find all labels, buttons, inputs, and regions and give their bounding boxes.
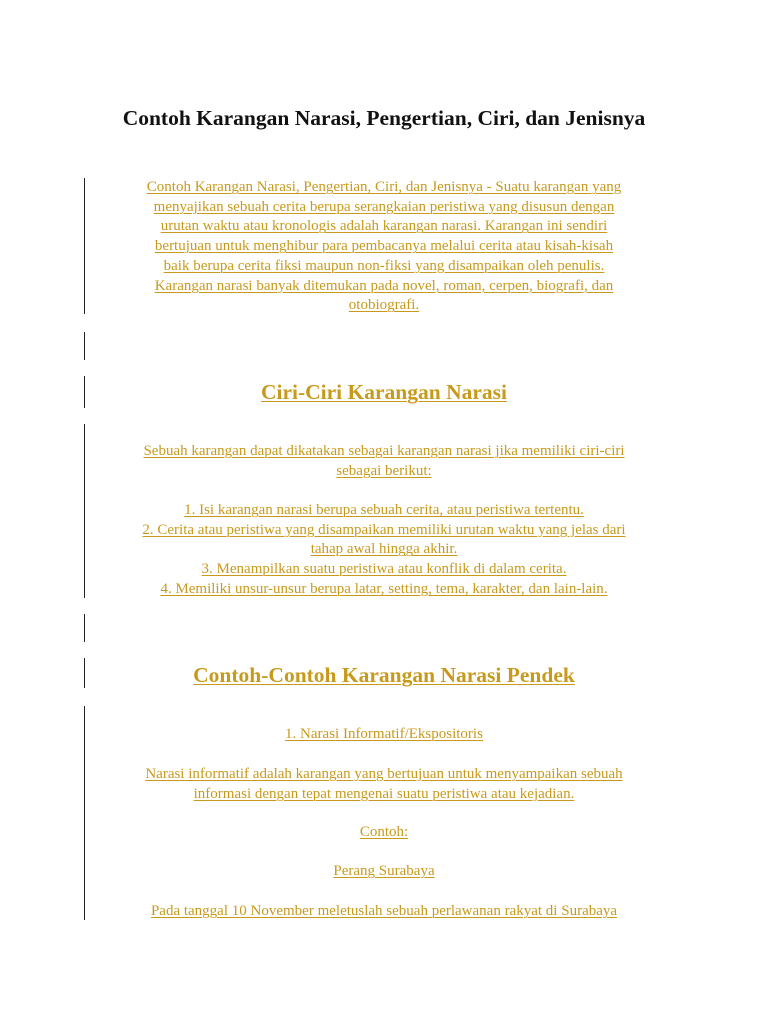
- story-line: Pada tanggal 10 November meletuslah sebuah perlawanan rakyat di Surabaya: [150, 903, 618, 919]
- contoh-label[interactable]: [86, 823, 682, 843]
- margin-bar: [84, 178, 85, 314]
- section-heading-ciri[interactable]: [86, 378, 682, 406]
- story-title-text: Perang Surabaya: [333, 863, 435, 879]
- list-item: tahap awal hingga akhir.: [310, 541, 458, 558]
- list-item: 4. Memiliki unsur-unsur berupa latar, setting, tema, karakter, dan lain-lain.: [160, 580, 608, 597]
- intro-line: bertujuan untuk menghibur para pembacanya melalui cerita atau kisah-kisah: [154, 238, 614, 255]
- section-heading-text: Ciri-Ciri Karangan Narasi: [260, 380, 508, 404]
- section-heading-text: Contoh-Contoh Karangan Narasi Pendek: [193, 663, 575, 687]
- ciri-intro-paragraph[interactable]: [86, 442, 682, 481]
- intro-line: urutan waktu atau kronologis adalah karangan narasi. Karangan ini sendiri: [160, 218, 608, 235]
- intro-line: otobiografi.: [348, 297, 420, 314]
- margin-bar: [84, 614, 85, 642]
- margin-bar: [84, 332, 85, 360]
- intro-line: Karangan narasi banyak ditemukan pada novel, roman, cerpen, biografi, dan: [154, 277, 614, 294]
- informatif-description[interactable]: [86, 765, 682, 804]
- margin-bar: [84, 376, 85, 408]
- ciri-intro-line: sebagai berikut:: [336, 462, 432, 479]
- description-line: informasi dengan tepat mengenai suatu peristiwa atau kejadian.: [193, 785, 575, 802]
- section-heading-contoh[interactable]: [86, 661, 682, 689]
- margin-bar: [84, 424, 85, 598]
- subheading-informatif[interactable]: [86, 725, 682, 745]
- intro-paragraph[interactable]: [86, 178, 682, 316]
- story-paragraph[interactable]: [86, 902, 682, 922]
- subheading-text: 1. Narasi Informatif/Ekspositoris: [285, 726, 483, 742]
- list-item: 3. Menampilkan suatu peristiwa atau konflik di dalam cerita.: [201, 561, 567, 578]
- margin-bar: [84, 706, 85, 920]
- description-line: Narasi informatif adalah karangan yang bertujuan untuk menyampaikan sebuah: [145, 766, 623, 782]
- story-title[interactable]: [86, 862, 682, 882]
- page-title-text: Contoh Karangan Narasi, Pengertian, Ciri, dan Jenisnya: [122, 106, 646, 130]
- intro-line: Contoh Karangan Narasi, Pengertian, Ciri, dan Jenisnya - Suatu karangan yang: [146, 179, 622, 195]
- page-title: [84, 104, 684, 133]
- margin-bar: [84, 658, 85, 688]
- contoh-label-text: Contoh:: [359, 824, 409, 840]
- intro-line: menyajikan sebuah cerita berupa serangkaian peristiwa yang disusun dengan: [153, 198, 615, 215]
- intro-line: baik berupa cerita fiksi maupun non-fiksi yang disampaikan oleh penulis.: [163, 257, 605, 274]
- ciri-intro-line: Sebuah karangan dapat dikatakan sebagai karangan narasi jika memiliki ciri-ciri: [143, 443, 625, 459]
- list-item: 1. Isi karangan narasi berupa sebuah cerita, atau peristiwa tertentu.: [184, 502, 584, 518]
- ciri-list[interactable]: [86, 501, 682, 600]
- list-item: 2. Cerita atau peristiwa yang disampaikan memiliki urutan waktu yang jelas dari: [142, 521, 626, 538]
